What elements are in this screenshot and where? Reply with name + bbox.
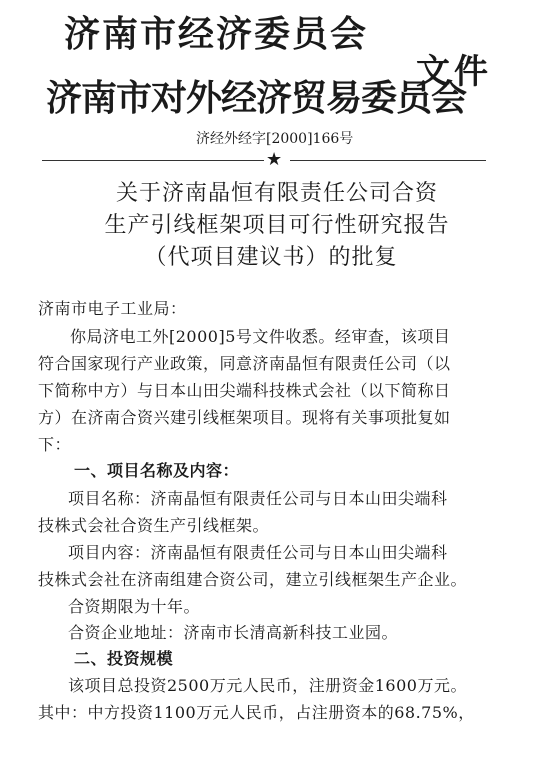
header-divider-right xyxy=(290,160,486,161)
paragraph-line: 合资企业地址：济南市长清高新科技工业园。 xyxy=(68,623,399,642)
paragraph-line: 下简称中方）与日本山田尖端科技株式会社（以下简称日 xyxy=(38,381,451,400)
paragraph-line: 下： xyxy=(38,435,72,454)
paragraph-line: 项目内容：济南晶恒有限责任公司与日本山田尖端科 xyxy=(68,543,448,562)
document-number: 济经外经字[2000]166号 xyxy=(196,131,354,147)
issuing-org-foreign-trade-commission: 济南市对外经济贸易委员会 xyxy=(46,77,467,119)
document-title-line: （代项目建议书）的批复 xyxy=(144,245,398,270)
paragraph-line: 符合国家现行产业政策，同意济南晶恒有限责任公司（以 xyxy=(38,354,451,373)
paragraph-line: 技株式会社合资生产引线框架。 xyxy=(38,516,270,535)
addressee: 济南市电子工业局： xyxy=(38,299,187,318)
header-divider-left xyxy=(42,160,264,161)
divider-star-icon: ★ xyxy=(266,149,283,170)
paragraph-line: 方）在济南合资兴建引线框架项目。现将有关事项批复如 xyxy=(38,408,451,427)
document-title-line: 生产引线框架项目可行性研究报告 xyxy=(104,213,450,238)
paragraph-line: 该项目总投资2500万元人民币，注册资金1600万元。 xyxy=(68,676,467,695)
issuing-org-economic-commission: 济南市经济委员会 xyxy=(64,13,369,55)
document-label: 文件 xyxy=(416,52,492,92)
paragraph-line: 技株式会社在济南组建合资公司，建立引线框架生产企业。 xyxy=(38,570,468,589)
paragraph-line: 你局济电工外[2000]5号文件收悉。经审查，该项目 xyxy=(70,327,451,346)
section-heading: 二、投资规模 xyxy=(74,649,174,668)
document-title-line: 关于济南晶恒有限责任公司合资 xyxy=(115,181,438,206)
paragraph-line: 其中：中方投资1100万元人民币，占注册资本的68.75%， xyxy=(38,703,475,722)
section-heading: 一、项目名称及内容： xyxy=(74,461,240,480)
paragraph-line: 项目名称：济南晶恒有限责任公司与日本山田尖端科 xyxy=(68,489,448,508)
paragraph-line: 合资期限为十年。 xyxy=(68,597,201,616)
